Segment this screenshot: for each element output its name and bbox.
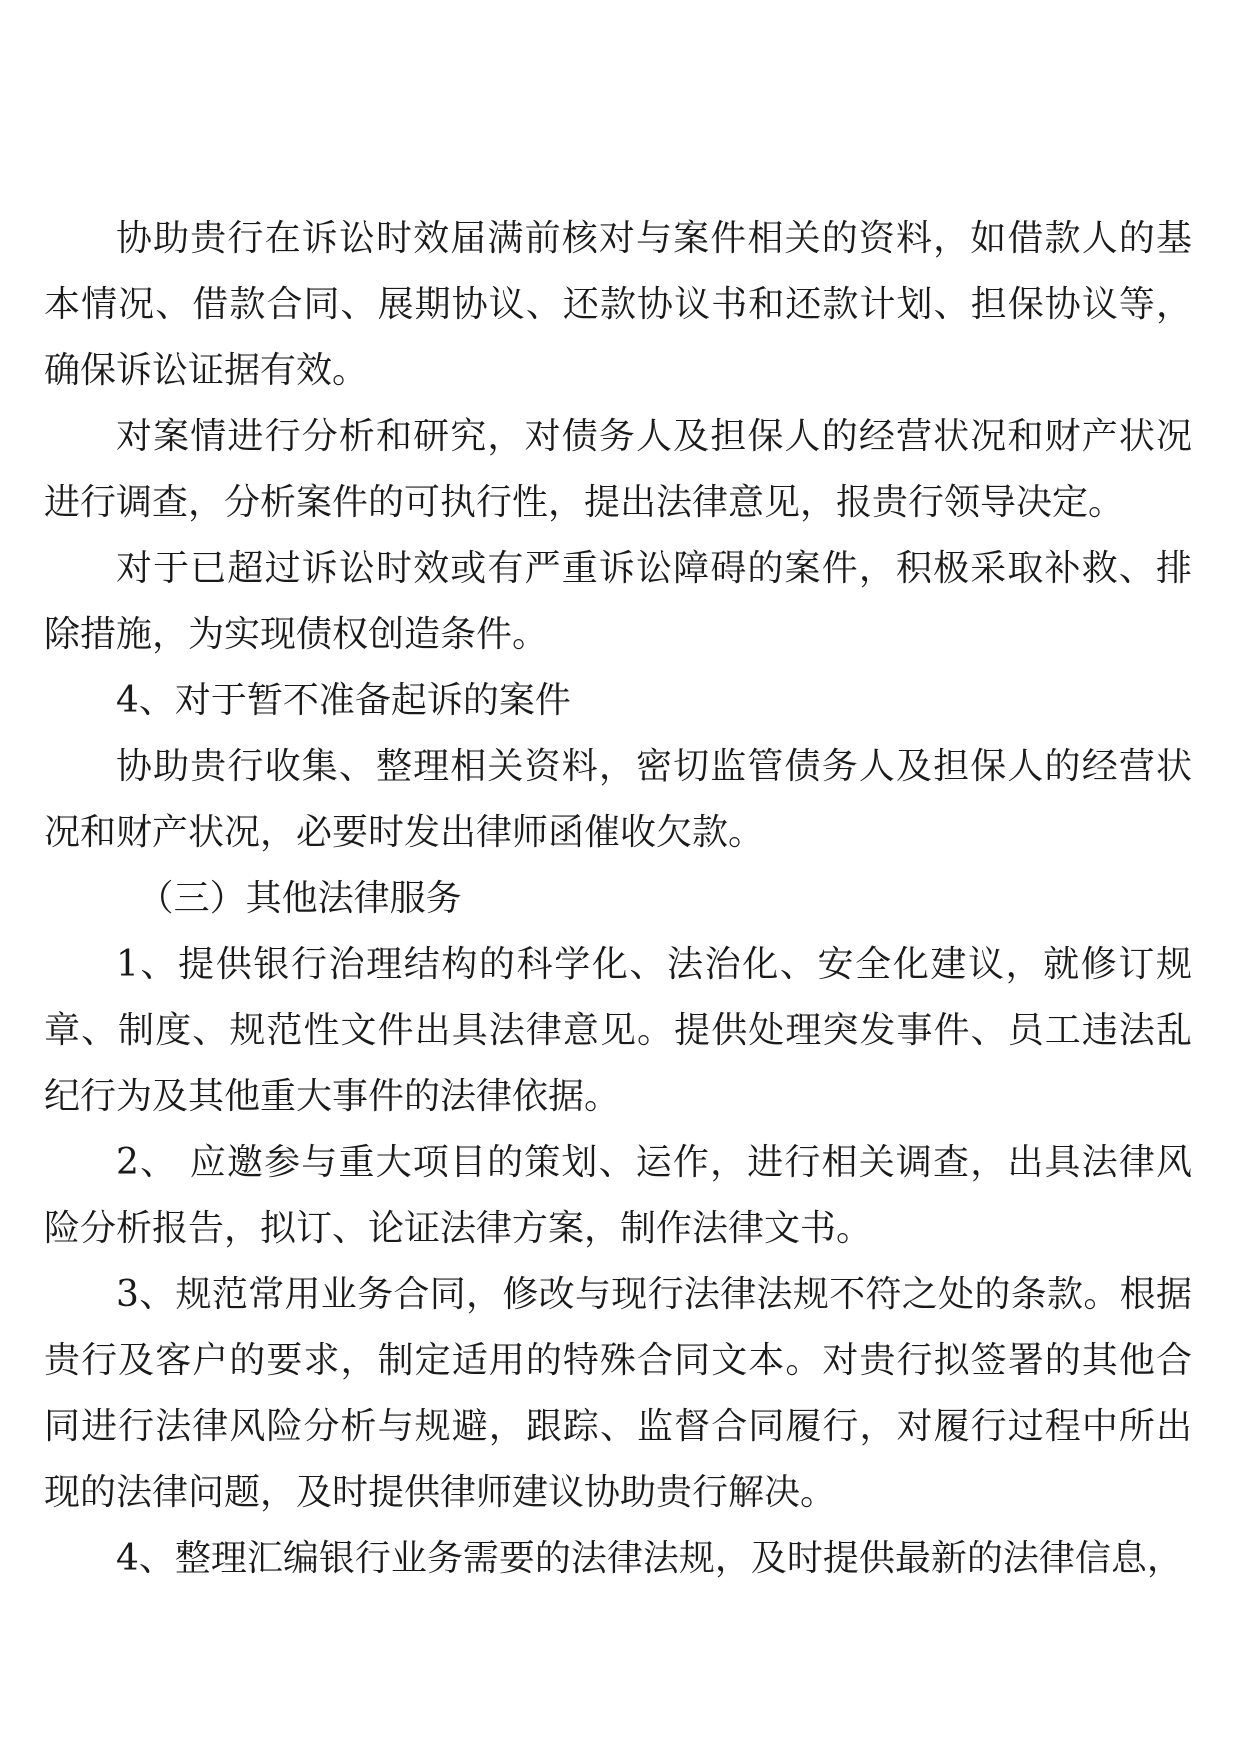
section-heading-other-services: （三）其他法律服务 — [137, 878, 462, 919]
paragraph-collect-materials: 协助贵行收集、整理相关资料，密切监管债务人及担保人的经营状况和财产状况，必要时发出律师函催收欠款。 — [44, 746, 1192, 853]
paragraph-case-analysis: 对案情进行分析和研究，对债务人及担保人的经营状况和财产状况进行调查，分析案件的可执行性，提出法律意见，报贵行领导决定。 — [44, 416, 1192, 523]
paragraph-verify-materials: 协助贵行在诉讼时效届满前核对与案件相关的资料，如借款人的基本情况、借款合同、展期协议、还款协议书和还款计划、担保协议等，确保诉讼证据有效。 — [44, 218, 1192, 391]
paragraph-item-1: 1、提供银行治理结构的科学化、法治化、安全化建议，就修订规章、制度、规范性文件出具法律意见。提供处理突发事件、员工违法乱纪行为及其他重大事件的法律依据。 — [44, 944, 1192, 1117]
document-page — [44, 206, 1192, 1592]
paragraph-heading-4: 4、对于暂不准备起诉的案件 — [116, 680, 571, 721]
paragraph-item-4: 4、整理汇编银行业务需要的法律法规，及时提供最新的法律信息， — [116, 1538, 1183, 1579]
paragraph-item-2: 2、 应邀参与重大项目的策划、运作，进行相关调查，出具法律风险分析报告，拟订、论证法律方案，制作法律文书。 — [44, 1142, 1192, 1249]
paragraph-remedy-measures: 对于已超过诉讼时效或有严重诉讼障碍的案件，积极采取补救、排除措施，为实现债权创造条件。 — [44, 548, 1192, 655]
paragraph-item-3: 3、规范常用业务合同，修改与现行法律法规不符之处的条款。根据贵行及客户的要求，制定适用的特殊合同文本。对贵行拟签署的其他合同进行法律风险分析与规避，跟踪、监督合同履行，对履行过程中所出现的法律问题，及时提供律师建议协助贵行解决。 — [44, 1274, 1192, 1513]
